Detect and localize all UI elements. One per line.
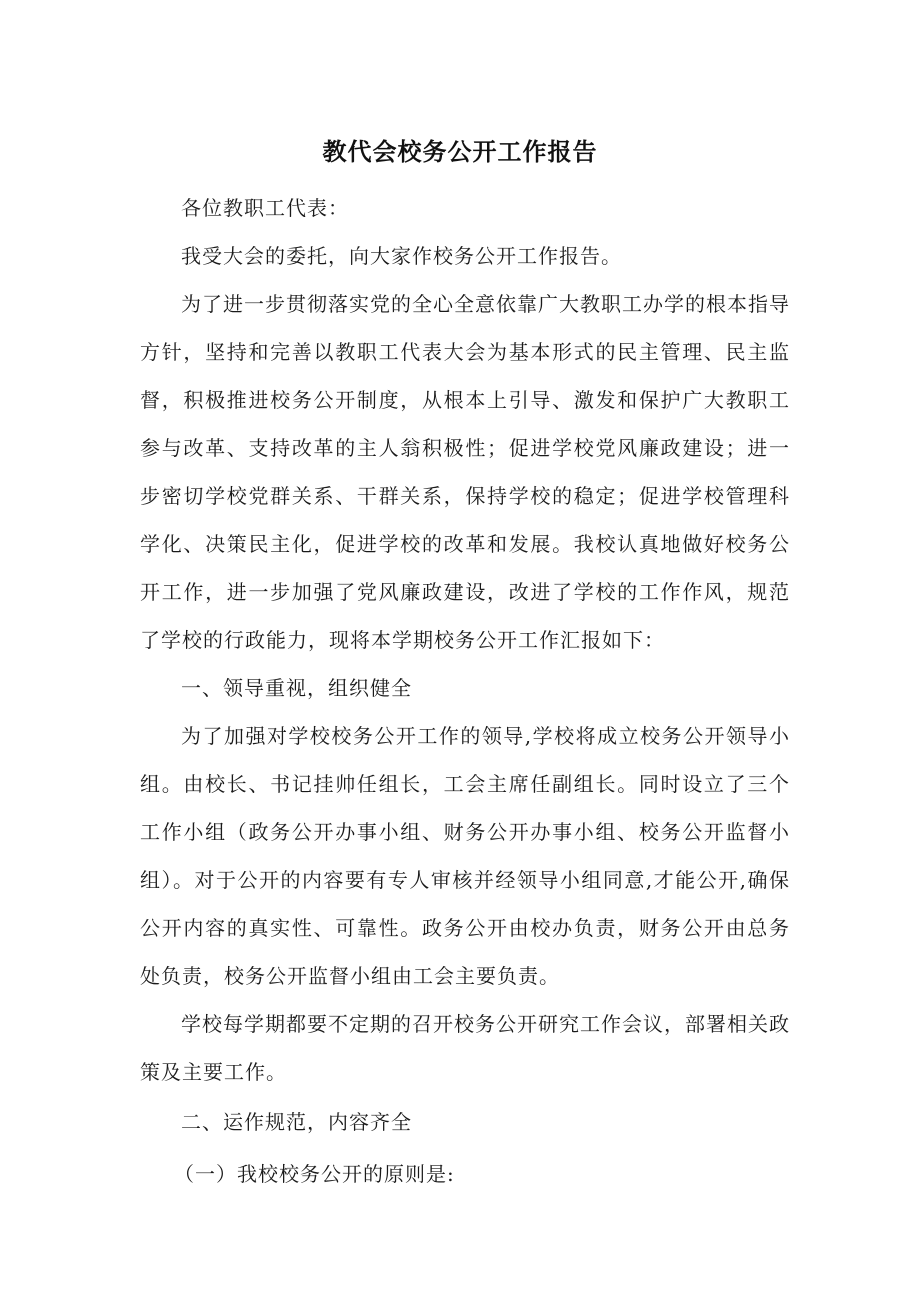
paragraph-intro: 我受大会的委托，向大家作校务公开工作报告。 <box>181 244 622 268</box>
paragraph-meetings: 学校每学期都要不定期的召开校务公开研究工作会议，部署相关政策及主要工作。 <box>140 1012 790 1084</box>
section-heading-1: 一、领导重视，组织健全 <box>181 676 412 700</box>
paragraph-leadership: 为了加强对学校校务公开工作的领导,学校将成立校务公开领导小组。由校长、书记挂帅任组长，工会主席任副组长。同时设立了三个工作小组（政务公开办事小组、财务公开办事小组、校务公开监督小组）。对于公开的内容要有专人审核并经领导小组同意,才能公开,确保公开内容的真实性、可靠性。政务公开由校办负责，财务公开由总务处负责，校务公开监督小组由工会主要负责。 <box>140 724 790 988</box>
subsection-heading-1: （一）我校校务公开的原则是: <box>174 1162 455 1186</box>
section-heading-2: 二、运作规范，内容齐全 <box>181 1110 412 1134</box>
paragraph-purpose: 为了进一步贯彻落实党的全心全意依靠广大教职工办学的根本指导方针，坚持和完善以教职工代表大会为基本形式的民主管理、民主监督，积极推进校务公开制度，从根本上引导、激发和保护广大教职工参与改革、支持改革的主人翁积极性；促进学校党风廉政建设；进一步密切学校党群关系、干群关系，保持学校的稳定；促进学校管理科学化、决策民主化，促进学校的改革和发展。我校认真地做好校务公开工作，进一步加强了党风廉政建设，改进了学校的工作作风，规范了学校的行政能力，现将本学期校务公开工作汇报如下： <box>140 292 790 652</box>
salutation: 各位教职工代表： <box>181 196 349 220</box>
document-title: 教代会校务公开工作报告 <box>322 138 598 166</box>
